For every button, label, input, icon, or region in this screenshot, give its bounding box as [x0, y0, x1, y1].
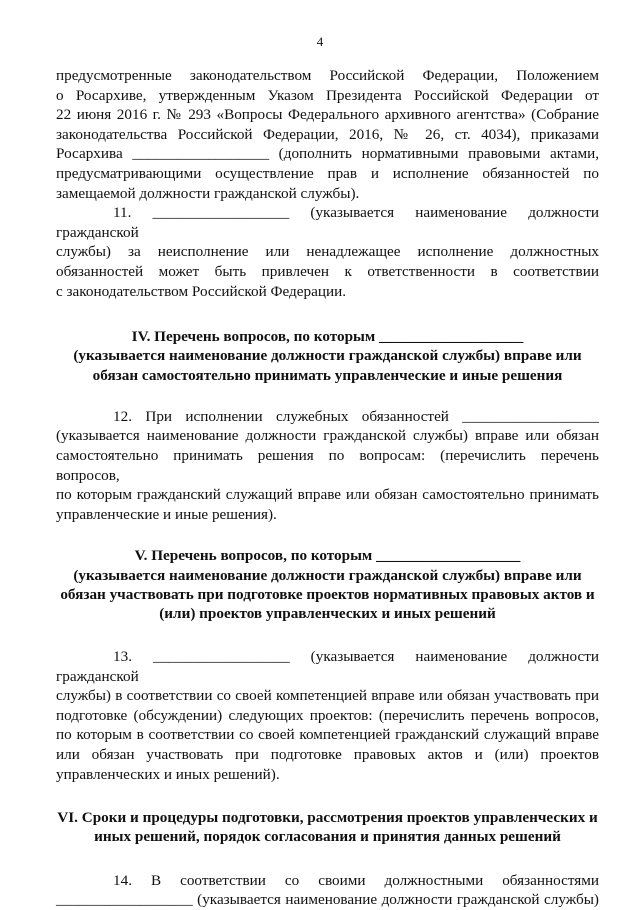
text-line: 12. При исполнении служебных обязанностей __________________: [113, 407, 599, 425]
text-line: законодательства Российской Федерации, 2016, № 26, ст. 4034), приказами: [56, 125, 599, 143]
text-line: обязанностей может быть привлечен к ответственности в соответствии: [56, 262, 599, 280]
text-line: 14. В соответствии со своими должностными обязанностями: [113, 871, 599, 889]
section-6-heading: [56, 808, 599, 846]
paragraph-12: [56, 407, 599, 525]
paragraph-13: [56, 647, 599, 784]
text-line: управленческие и иные решения).: [56, 505, 277, 523]
heading-line: обязан участвовать при подготовке проектов нормативных правовых актов и: [60, 585, 595, 603]
text-line: __________________ (указывается наименование должности гражданской службы): [56, 891, 599, 909]
text-line: 11. __________________ (указывается наименование должности гражданской: [56, 204, 599, 241]
text-line: (указывается наименование должности гражданской службы) вправе или обязан: [56, 427, 599, 445]
text-line: предусматривающими осуществление прав и исполнение обязанностей по: [56, 164, 599, 182]
paragraph-11: [56, 203, 599, 301]
heading-line: (или) проектов управленческих и иных решений: [159, 604, 496, 622]
text-line: по которым гражданский служащий вправе или обязан самостоятельно принимать: [56, 486, 599, 504]
text-line: предусмотренные законодательством Российской Федерации, Положением: [56, 67, 599, 84]
text-line: 22 июня 2016 г. № 293 «Вопросы Федерального архивного агентства» (Собрание: [56, 106, 599, 124]
text-line: с законодательством Российской Федерации.: [56, 282, 347, 300]
text-line: или обязан участвовать при подготовке правовых актов и (или) проектов: [56, 746, 599, 764]
heading-line: иных решений, порядок согласования и принятия данных решений: [94, 828, 561, 846]
text-line: замещаемой должности гражданской службы).: [56, 184, 360, 202]
page-number: 4: [316, 34, 324, 49]
text-line: 13. __________________ (указывается наименование должности гражданской: [56, 648, 599, 685]
heading-line: (указывается наименование должности гражданской службы) вправе или: [73, 347, 582, 365]
heading-line: V. Перечень вопросов, по которым ___________________: [134, 547, 521, 565]
text-line: управленческих и иных решений).: [56, 765, 280, 783]
text-line: службы) в соответствии со своей компетенцией вправе или обязан участвовать при: [56, 687, 599, 705]
text-line: по которым в соответствии со своей компетенцией гражданский служащий вправе: [56, 726, 599, 744]
paragraph-10-continuation: [56, 66, 599, 203]
heading-line: VI. Сроки и процедуры подготовки, рассмотрения проектов управленческих и: [57, 809, 598, 827]
paragraph-14: [56, 871, 599, 910]
document-body: [56, 66, 599, 910]
text-line: подготовке (обсуждении) следующих проектов: (перечислить перечень вопросов,: [56, 706, 599, 724]
section-5-heading: [56, 546, 599, 623]
heading-line: (указывается наименование должности гражданской службы) вправе или: [73, 566, 582, 584]
text-line: службы) за неисполнение или ненадлежащее исполнение должностных: [56, 243, 599, 261]
section-4-heading: [56, 327, 599, 385]
text-line: Росархива __________________ (дополнить нормативными правовыми актами,: [56, 145, 599, 163]
heading-line: IV. Перечень вопросов, по которым ___________________: [131, 328, 524, 346]
heading-line: обязан самостоятельно принимать управленческие и иные решения: [92, 366, 563, 384]
text-line: самостоятельно принимать решения по вопросам: (перечислить перечень вопросов,: [56, 446, 599, 484]
text-line: о Росархиве, утвержденным Указом Президента Российской Федерации от: [56, 86, 599, 104]
